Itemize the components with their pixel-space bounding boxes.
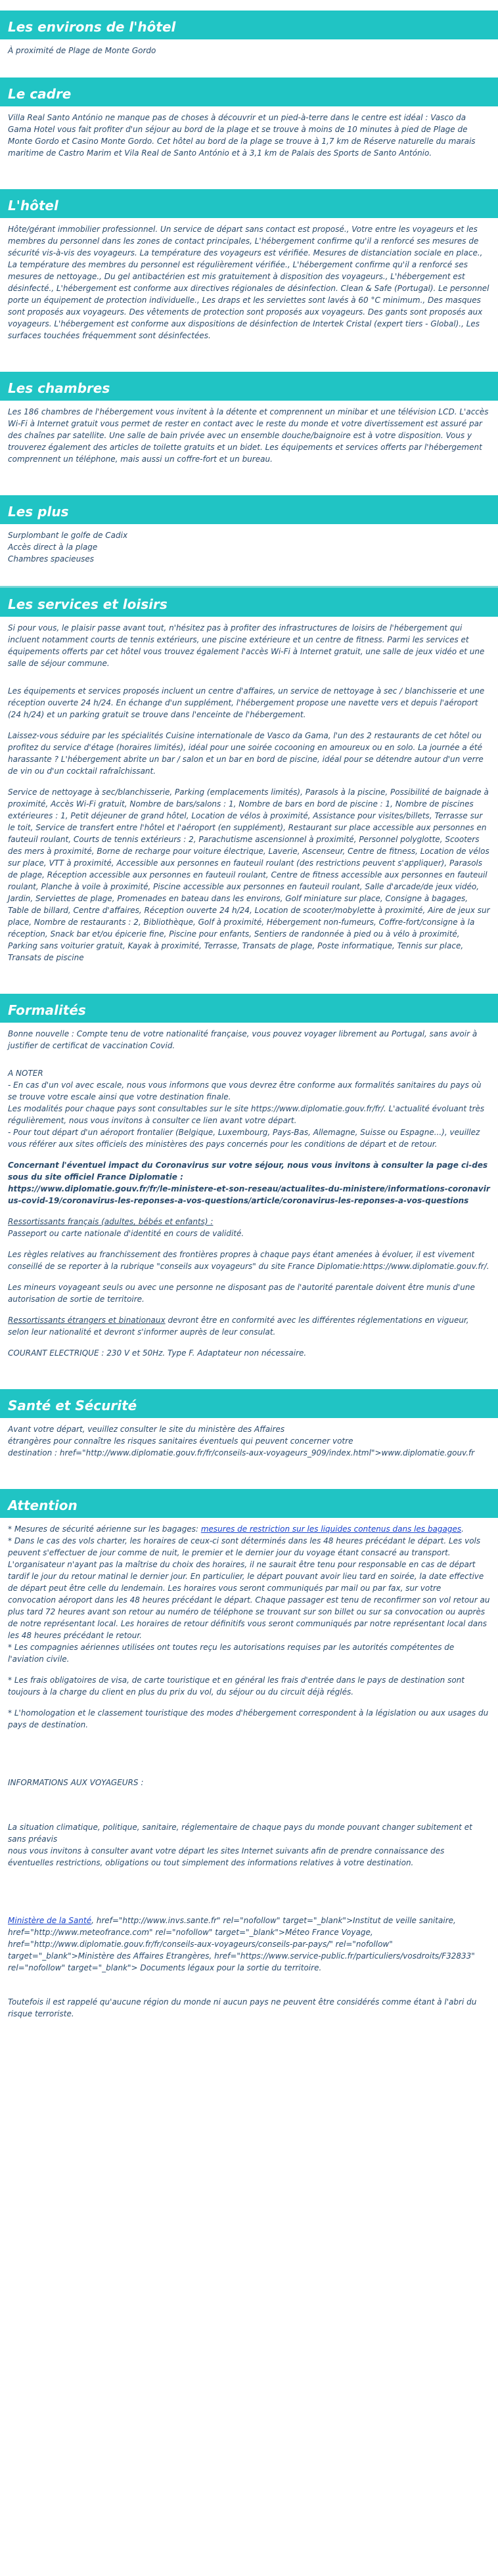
section-formalities [0,994,498,1359]
section-title: Attention [0,1489,498,1518]
attention-links [8,1915,490,1974]
attention-charter: * Dans le cas des vols charter, les horaires de ceux-ci sont déterminés dans les 48 heures précédant le départ. Les vols peuvent s'effectuer de jour comme de nuit, le premier et le dernier jour du voyage étant consacré au transport. L'organisateur n'ayant pas la maîtrise du choix des horaires, il ne saurait être tenu pour responsable en cas de départ tardif le jour du retour matinal le dernier jour. En particulier, le départ pouvant avoir lieu tard en soirée, la date effective de départ peut être celle du lendemain. Les horaires vous seront communiqués par mail ou par fax, sur votre convocation aéroport dans les 48 heures précédant le départ. Chaque passager est tenu de reconfirmer son vol retour au plus tard 72 heures avant son retour au numéro de téléphone se trouvant sur son billet ou sur sa convocation ou auprès de notre représentant local. Les horaires de retour définitifs vous seront communiqués par notre représentant local dans les 48 heures précédant le retour. * Les compagnies aériennes utilisées ont toutes reçu les autorisations requises par les autorités compétentes de l'aviation civile. [8,1536,490,1664]
section-body [0,617,498,964]
liquids-restriction-link[interactable]: mesures de restriction sur les liquides contenus dans les bagages [200,1524,462,1534]
section-health [0,1389,498,1459]
formalities-borders: Les règles relatives au franchissement des frontières propres à chaque pays étant amenées à évoluer, il est vivement conseillé de se reporter à la rubrique "conseils aux voyageurs" du site France Diplomatie:https://www.diplomatie.gouv.fr/. [8,1250,489,1271]
attention-visa: * Les frais obligatoires de visa, de carte touristique et en général les frais d'entrée dans le pays de destination sont toujours à la charge du client en plus du prix du vol, du séjour ou du circuit déjà réglés. [8,1676,464,1697]
services-paragraph: Si pour vous, le plaisir passe avant tout, n'hésitez pas à profiter des infrastructures de loisirs de l'hébergement qui incluent notamment courts de tennis extérieurs, une piscine extérieure et un centre de fitness. Parmi les services et équipements offerts par cet hôtel vous trouvez également l'accès Wi-Fi à Internet gratuit, une salle de jeux vidéo et une salle de séjour commune. [8,623,485,668]
hotel-paragraph: Hôte/gérant immobilier professionnel. Un service de départ sans contact est proposé., Votre entre les voyageurs et les membres du personnel dans les zones de contact principales, L'hébergement confirme qu'il a renforcé ses mesures de sécurité vis-à-vis des voyageurs. La température des voyageurs est vérifiée. Mesures de distanciation sociale en place., La température des membres du personnel est régulièrement vérifiée., L'hébergement confirme qu'il a renforcé ses mesures de nettoyage., Du gel antibactérien est mis gratuitement à disposition des voyageurs., L'hébergement est désinfecté., L'hébergement est conforme aux directives régionales de désinfection. Clean & Safe (Portugal). Le personnel porte un équipement de protection individuelle., Les draps et les serviettes sont lavés à 60 °C minimum., Des masques sont proposés aux voyageurs. Des vêtements de protection sont proposés aux voyageurs. Des gants sont proposés aux voyageurs. L'hébergement est conforme aux dispositions de désinfection de Intertek Cristal (expert tiers - Global)., Les surfaces touchées fréquemment sont désinfectées. [8,225,489,340]
section-rooms [0,372,498,465]
formalities-electric: COURANT ELECTRIQUE : 230 V et 50Hz. Type F. Adaptateur non nécessaire. [8,1348,307,1358]
section-title: Les chambres [0,372,498,401]
section-body [0,1023,498,1359]
attention-info-body: La situation climatique, politique, sanitaire, réglementaire de chaque pays du monde pouvant changer subitement et sans préavis nous vous invitons à consulter avant votre départ les sites Internet suivants afin de prendre connaissance des éventuelles restrictions, obligations ou tout simplement des informations relatives à votre destination. [8,1823,472,1867]
section-title: Les services et loisirs [0,586,498,617]
section-highlights [0,495,498,565]
formalities-french-heading: Ressortissants français (adultes, bébés et enfants) : [8,1217,214,1226]
section-body [0,1418,498,1459]
attention-links-body: , href="http://www.invs.sante.fr" rel="nofollow" target="_blank">Institut de veille sanitaire, href="http://www.meteofrance.com" rel="nofollow" target="_blank">Méteo France Voyage, href="http://www.diplomatie.gouv.fr/fr/conseils-aux-voyageurs/conseils-par-pays/" rel="nofollow" target="_blank">Ministère des Affaires Etrangères, href="https://www.service-public.fr/particuliers/vosdroits/F32833" rel="nofollow" target="_blank"> Documents légaux pour la sortie du territoire. [8,1916,475,1972]
formalities-minors: Les mineurs voyageant seuls ou avec une personne ne disposant pas de l'autorité parentale doivent être munis d'une autorisation de sortie de territoire. [8,1283,475,1304]
section-title: Santé et Sécurité [0,1389,498,1418]
highlight-item: Surplombant le golfe de Cadix [8,531,128,540]
section-title: Les environs de l'hôtel [0,11,498,39]
formalities-french-body: Passeport ou carte nationale d'identité en cours de validité. [8,1229,244,1238]
formalities-foreign-body: devront être en conformité avec les différentes réglementations en vigueur, selon leur nationalité et devront s'informer auprès de leur consulat. [8,1316,469,1337]
section-body [0,1518,498,2020]
section-body [0,218,498,342]
attention-luggage-suffix: . [461,1524,464,1534]
formalities-note: Bonne nouvelle : Compte tenu de votre nationalité française, vous pouvez voyager librement au Portugal, sans avoir à justifier de certificat de vaccination Covid. [8,1029,478,1050]
section-body [0,106,498,159]
setting-paragraph: Villa Real Santo António ne manque pas de choses à découvrir et un pied-à-terre dans le centre est idéal : Vasco da Gama Hotel vous fait profiter d'un séjour au bord de la plage et se trouve à moins de 10 minutes à pied de Plage de Monte Gordo et Casino Monte Gordo. Cet hôtel au bord de la plage se trouve à 1,7 km de Réserve naturelle du marais maritime de Castro Marim et Vila Real de Santo António et à 3,1 km de Palais des Sports de Santo António. [8,113,476,158]
formalities-covid-link[interactable]: Concernant l'éventuel impact du Coronavirus sur votre séjour, nous vous invitons à consulter la page ci-dessous du site officiel France Diplomatie : https://www.diplomatie.gouv.fr/fr/le-ministere-et-son-reseau/actualites-du-ministere/informations-coronavirus-covid-19/coronavirus-les-reponses-a-vos-questions/article/coronavirus-les-reponses-a-vos-questions [8,1161,490,1205]
services-paragraph: Les équipements et services proposés incluent un centre d'affaires, un service de nettoyage à sec / blanchisserie et une réception ouverte 24 h/24. En échange d'un supplément, l'hébergement propose une navette vers et depuis l'aéroport (24 h/24) et un parking gratuit se trouve dans l'enceinte de l'hébergement. [8,686,485,719]
attention-luggage [8,1523,490,1535]
section-surroundings [0,11,498,56]
section-body [0,524,498,565]
section-title: Formalités [0,994,498,1023]
section-attention [0,1489,498,2020]
services-paragraph: Laissez-vous séduire par les spécialités Cuisine internationale de Vasco da Gama, l'un des 2 restaurants de cet hôtel ou profitez du service d'étage (horaires limités), idéal pour une soirée cocooning en amoureux ou en solo. La journée a été harassante ? L'hébergement abrite un bar / salon et un bar en bord de piscine, idéal pour se détendre autour d'un verre de vin ou d'un cocktail rafraîchissant. [8,731,484,776]
formalities-a-noter: A NOTER - En cas d'un vol avec escale, nous vous informons que vous devrez être conforme aux formalités sanitaires du pays où se trouve votre escale ainsi que votre destination finale. Les modalités pour chaque pays sont consultables sur le site https://www.diplomatie.gouv.fr/fr/. L'actualité évoluant très régulièrement, nous vous invitons à consulter ce lien avant votre départ. - Pour tout départ d'un aéroport frontalier (Belgique, Luxembourg, Pays-Bas, Allemagne, Suisse ou Espagne...), veuillez vous référer aux sites officiels des ministères des pays concernés pour les conditions de départ et de retour. [8,1069,485,1149]
section-body [0,401,498,465]
highlight-item: Accès direct à la plage [8,543,98,552]
health-paragraph: Avant votre départ, veuillez consulter le site du ministère des Affaires étrangères pour connaître les risques sanitaires éventuels qui peuvent concerner votre destination : href="http://www.diplomatie.gouv.fr/fr/conseils-aux-voyageurs_909/index.html">www.diplomatie.gouv.fr [8,1425,475,1457]
section-title: L'hôtel [0,189,498,218]
section-services [0,586,498,964]
section-body [0,39,498,56]
section-title: Les plus [0,495,498,524]
formalities-foreign [8,1314,490,1338]
section-hotel [0,189,498,342]
formalities-foreign-heading: Ressortissants étrangers et binationaux [8,1316,166,1325]
surroundings-line: À proximité de Plage de Monte Gordo [8,46,156,55]
rooms-paragraph: Les 186 chambres de l'hébergement vous invitent à la détente et comprennent un minibar et une télévision LCD. L'accès Wi-Fi à Internet gratuit vous permet de rester en contact avec le reste du monde et votre divertissement est assuré par des chaînes par satellite. Une salle de bain privée avec un ensemble douche/baignoire est à votre disposition. Vous y trouverez également des articles de toilette gratuits et un bidet. Les équipements et services offerts par l'hébergement comprennent un téléphone, mais aussi un coffre-fort et un bureau. [8,407,489,464]
section-setting [0,78,498,159]
ministry-health-link[interactable]: Ministère de la Santé [8,1916,92,1925]
attention-info-heading: INFORMATIONS AUX VOYAGEURS : [8,1778,144,1787]
section-title: Le cadre [0,78,498,106]
attention-classification: * L'homologation et le classement touristique des modes d'hébergement correspondent à la législation ou aux usages du pays de destination. [8,1708,489,1729]
highlight-item: Chambres spacieuses [8,554,95,564]
attention-terrorism: Toutefois il est rappelé qu'aucune région du monde ni aucun pays ne peuvent être considérés comme étant à l'abri du risque terroriste. [8,1997,477,2018]
attention-luggage-prefix: * Mesures de sécurité aérienne sur les bagages: [8,1524,201,1534]
formalities-french-nationals [8,1216,490,1239]
services-paragraph: Service de nettoyage à sec/blanchisserie, Parking (emplacements limités), Parasols à la piscine, Possibilité de baignade à proximité, Accès Wi-Fi gratuit, Nombre de bars/salons : 1, Nombre de bars en bord de piscine : 1, Nombre de piscines extérieures : 1, Petit déjeuner de grand hôtel, Location de vélos à proximité, Assistance pour visites/billets, Terrasse sur le toit, Service de transfert entre l'hôtel et l'aéroport (en supplément), Restaurant sur place accessible aux personnes en fauteuil roulant, Courts de tennis extérieurs : 2, Parachutisme ascensionnel à proximité, Personnel polyglotte, Scooters des mers à proximité, Borne de recharge pour voiture électrique, Laverie, Ascenseur, Centre de fitness, Location de vélos sur place, VTT à proximité, Accessible aux personnes en fauteuil roulant (des restrictions peuvent s'appliquer), Parasols de plage, Réception accessible aux personnes en fauteuil roulant, Centre de fitness accessible aux personnes en fauteuil roulant, Planche à voile à proximité, Piscine accessible aux personnes en fauteuil roulant, Salle d'arcade/de jeux vidéo, Jardin, Serviettes de plage, Promenades en bateau dans les environs, Golf miniature sur place, Consigne à bagages, Table de billard, Centre d'affaires, Réception ouverte 24 h/24, Location de scooter/mobylette à proximité, Aire de jeux sur place, Nombre de restaurants : 2, Bibliothèque, Golf à proximité, Hébergement non-fumeurs, Coffre-fort/consigne à la réception, Snack bar et/ou épicerie fine, Piscine pour enfants, Sentiers de randonnée à pied ou à vélo à proximité, Parking sans voiturier gratuit, Kayak à proximité, Terrasse, Transats de plage, Poste informatique, Tennis sur place, Transats de piscine [8,788,490,962]
